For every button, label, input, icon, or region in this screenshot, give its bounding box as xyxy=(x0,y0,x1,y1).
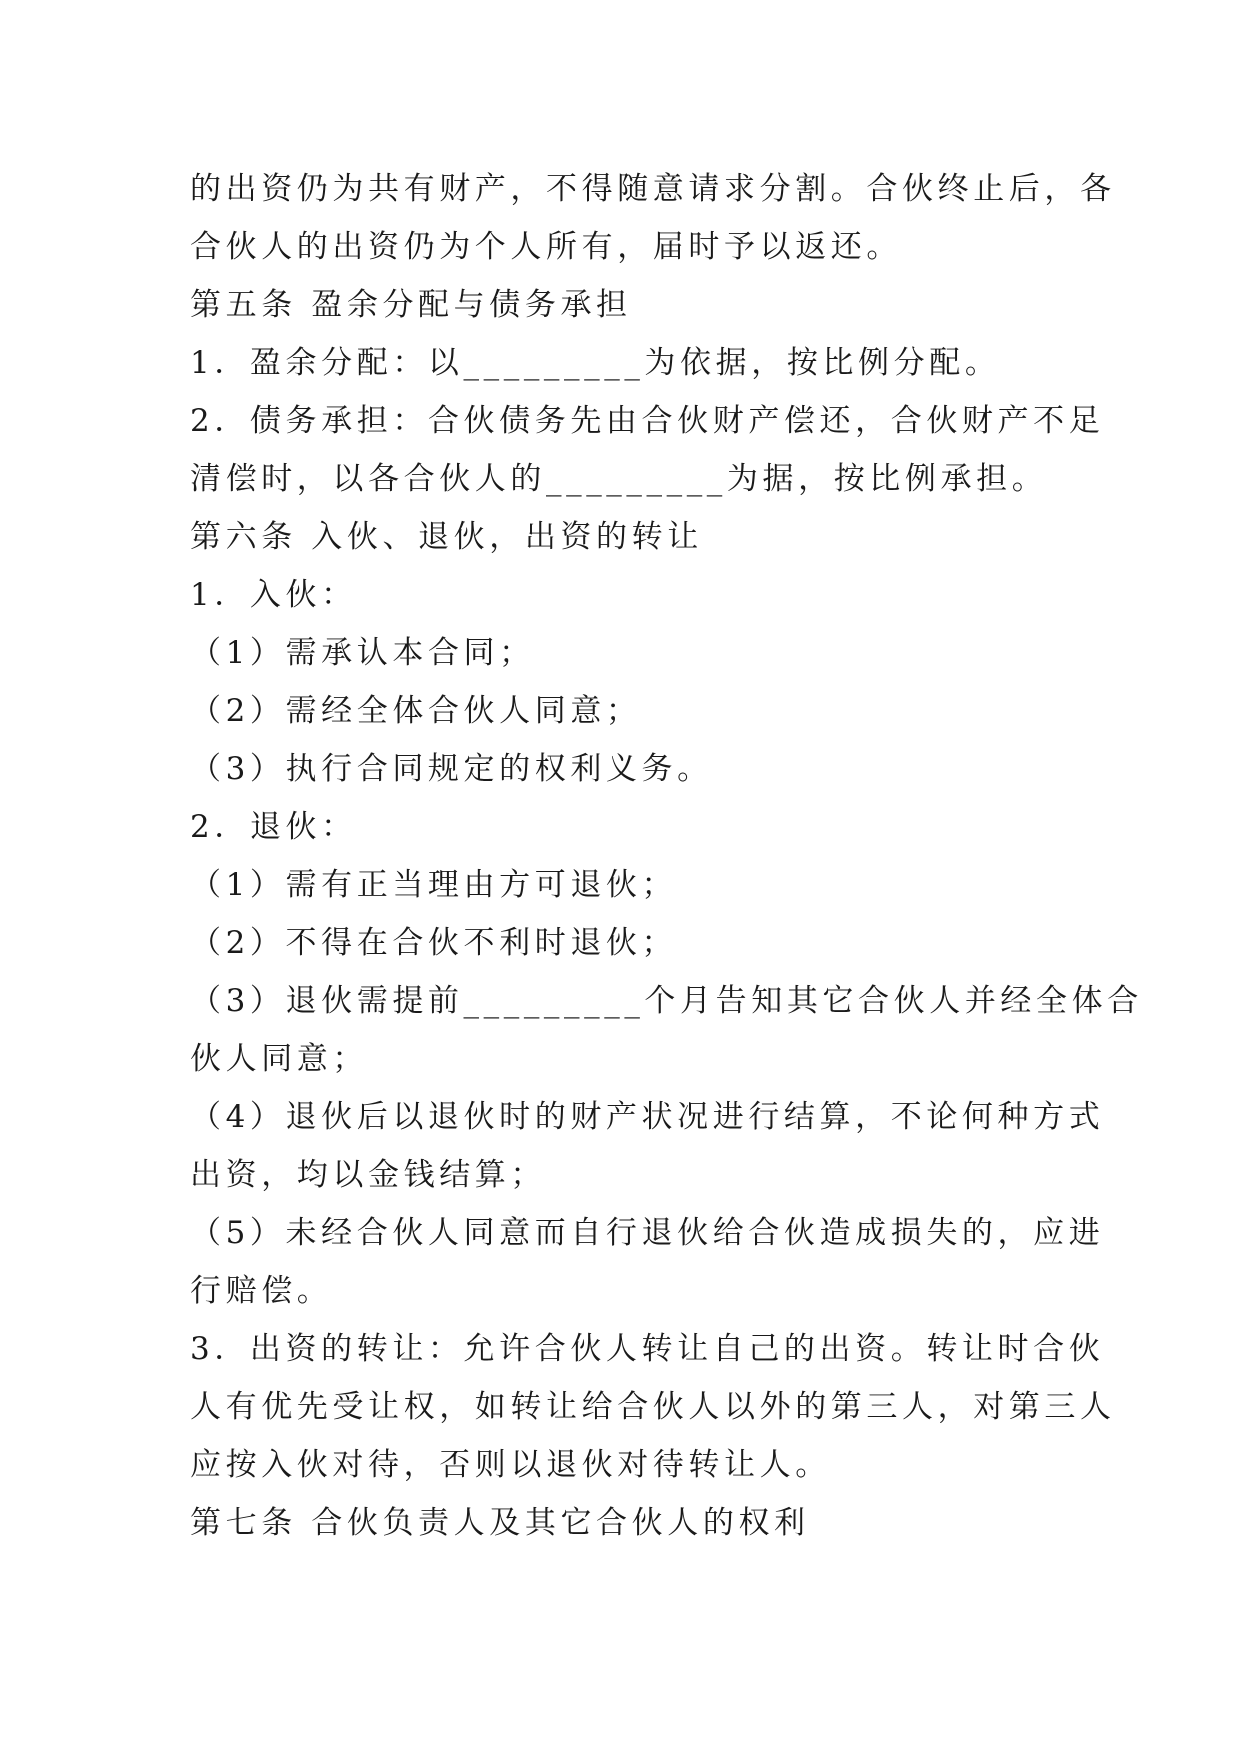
text-line: 清偿时，以各合伙人的_________为据，按比例承担。 xyxy=(190,461,1048,497)
clause-item: 3．出资的转让：允许合伙人转让自己的出资。转让时合伙 xyxy=(190,1331,1105,1367)
text-line: 的出资仍为共有财产，不得随意请求分割。合伙终止后，各 xyxy=(190,171,1116,207)
sub-clause-item: （1）需承认本合同； xyxy=(190,635,535,671)
sub-clause-item: （3）退伙需提前_________个月告知其它合伙人并经全体合 xyxy=(190,983,1143,1019)
section-heading: 第六条 入伙、退伙，出资的转让 xyxy=(190,519,703,555)
clause-item: 1．盈余分配：以_________为依据，按比例分配。 xyxy=(190,345,1001,381)
sub-clause-item: （1）需有正当理由方可退伙； xyxy=(190,867,678,903)
section-heading: 第五条 盈余分配与债务承担 xyxy=(190,287,632,323)
section-heading: 第七条 合伙负责人及其它合伙人的权利 xyxy=(190,1505,810,1541)
clause-item: 2．退伙： xyxy=(190,809,357,845)
sub-clause-item: （3）执行合同规定的权利义务。 xyxy=(190,751,713,787)
text-line: 合伙人的出资仍为个人所有，届时予以返还。 xyxy=(190,229,902,265)
clause-item: 2．债务承担：合伙债务先由合伙财产偿还，合伙财产不足 xyxy=(190,403,1105,439)
sub-clause-item: （5）未经合伙人同意而自行退伙给合伙造成损失的，应进 xyxy=(190,1215,1105,1251)
text-line: 行赔偿。 xyxy=(190,1273,333,1309)
text-line: 人有优先受让权，如转让给合伙人以外的第三人，对第三人 xyxy=(190,1389,1116,1425)
text-line: 伙人同意； xyxy=(190,1041,368,1077)
sub-clause-item: （2）需经全体合伙人同意； xyxy=(190,693,642,729)
sub-clause-item: （4）退伙后以退伙时的财产状况进行结算，不论何种方式 xyxy=(190,1099,1105,1135)
text-line: 应按入伙对待，否则以退伙对待转让人。 xyxy=(190,1447,831,1483)
sub-clause-item: （2）不得在合伙不利时退伙； xyxy=(190,925,678,961)
clause-item: 1．入伙： xyxy=(190,577,357,613)
document-body xyxy=(190,160,1143,1552)
text-line: 出资，均以金钱结算； xyxy=(190,1157,546,1193)
